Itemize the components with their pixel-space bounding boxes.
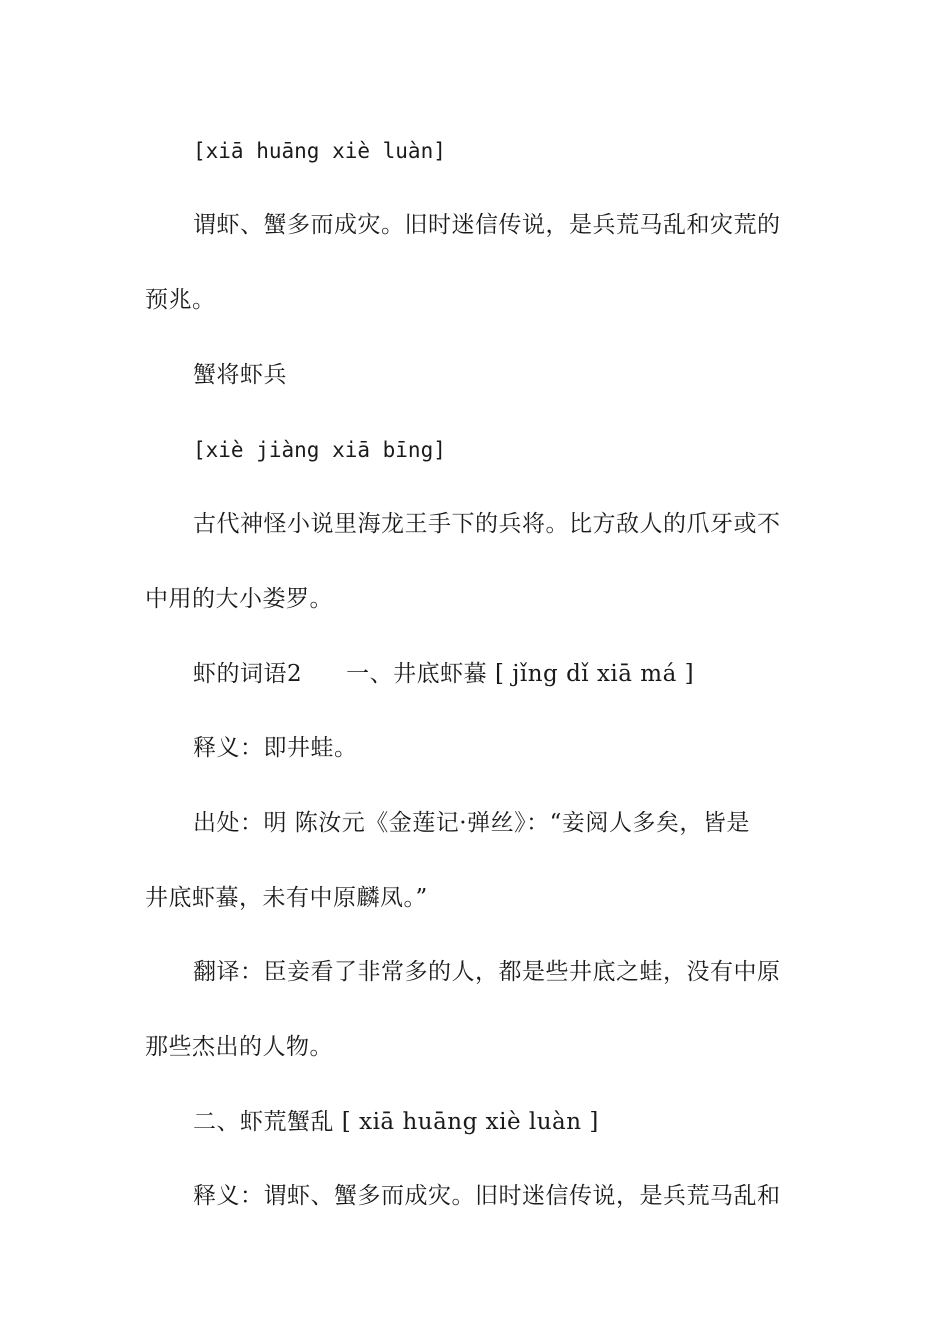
- paragraph-line: 古代神怪小说里海龙王手下的兵将。比方敌人的爪牙或不: [193, 511, 781, 537]
- pinyin-line: [xiā huāng xiè luàn]: [193, 139, 446, 163]
- paragraph-line: 释义：即井蛙。: [193, 735, 358, 761]
- section-title: 虾的词语2: [193, 661, 303, 687]
- paragraph-line: 预兆。: [145, 287, 216, 313]
- paragraph-line: 那些杰出的人物。: [145, 1034, 333, 1060]
- paragraph-line: 释义：谓虾、蟹多而成灾。旧时迷信传说，是兵荒马乱和: [193, 1183, 781, 1209]
- paragraph-line: 翻译：臣妾看了非常多的人，都是些井底之蛙，没有中原: [193, 959, 781, 985]
- paragraph-line: 出处：明 陈汝元《金莲记·弹丝》：“妾阅人多矣，皆是: [193, 810, 750, 836]
- paragraph-line: 中用的大小娄罗。: [145, 586, 333, 612]
- paragraph-line: 井底虾蟇，未有中原麟凤。”: [145, 885, 428, 911]
- pinyin-line: [xiè jiàng xiā bīng]: [193, 438, 446, 462]
- entry-heading: 二、虾荒蟹乱 [ xiā huāng xiè luàn ]: [193, 1109, 599, 1135]
- section-heading-line: [193, 659, 694, 689]
- paragraph-line: 谓虾、蟹多而成灾。旧时迷信传说，是兵荒马乱和灾荒的: [193, 212, 781, 238]
- idiom-heading: 蟹将虾兵: [193, 362, 287, 388]
- entry-heading: 一、井底虾蟇 [ jǐng dǐ xiā má ]: [346, 661, 695, 687]
